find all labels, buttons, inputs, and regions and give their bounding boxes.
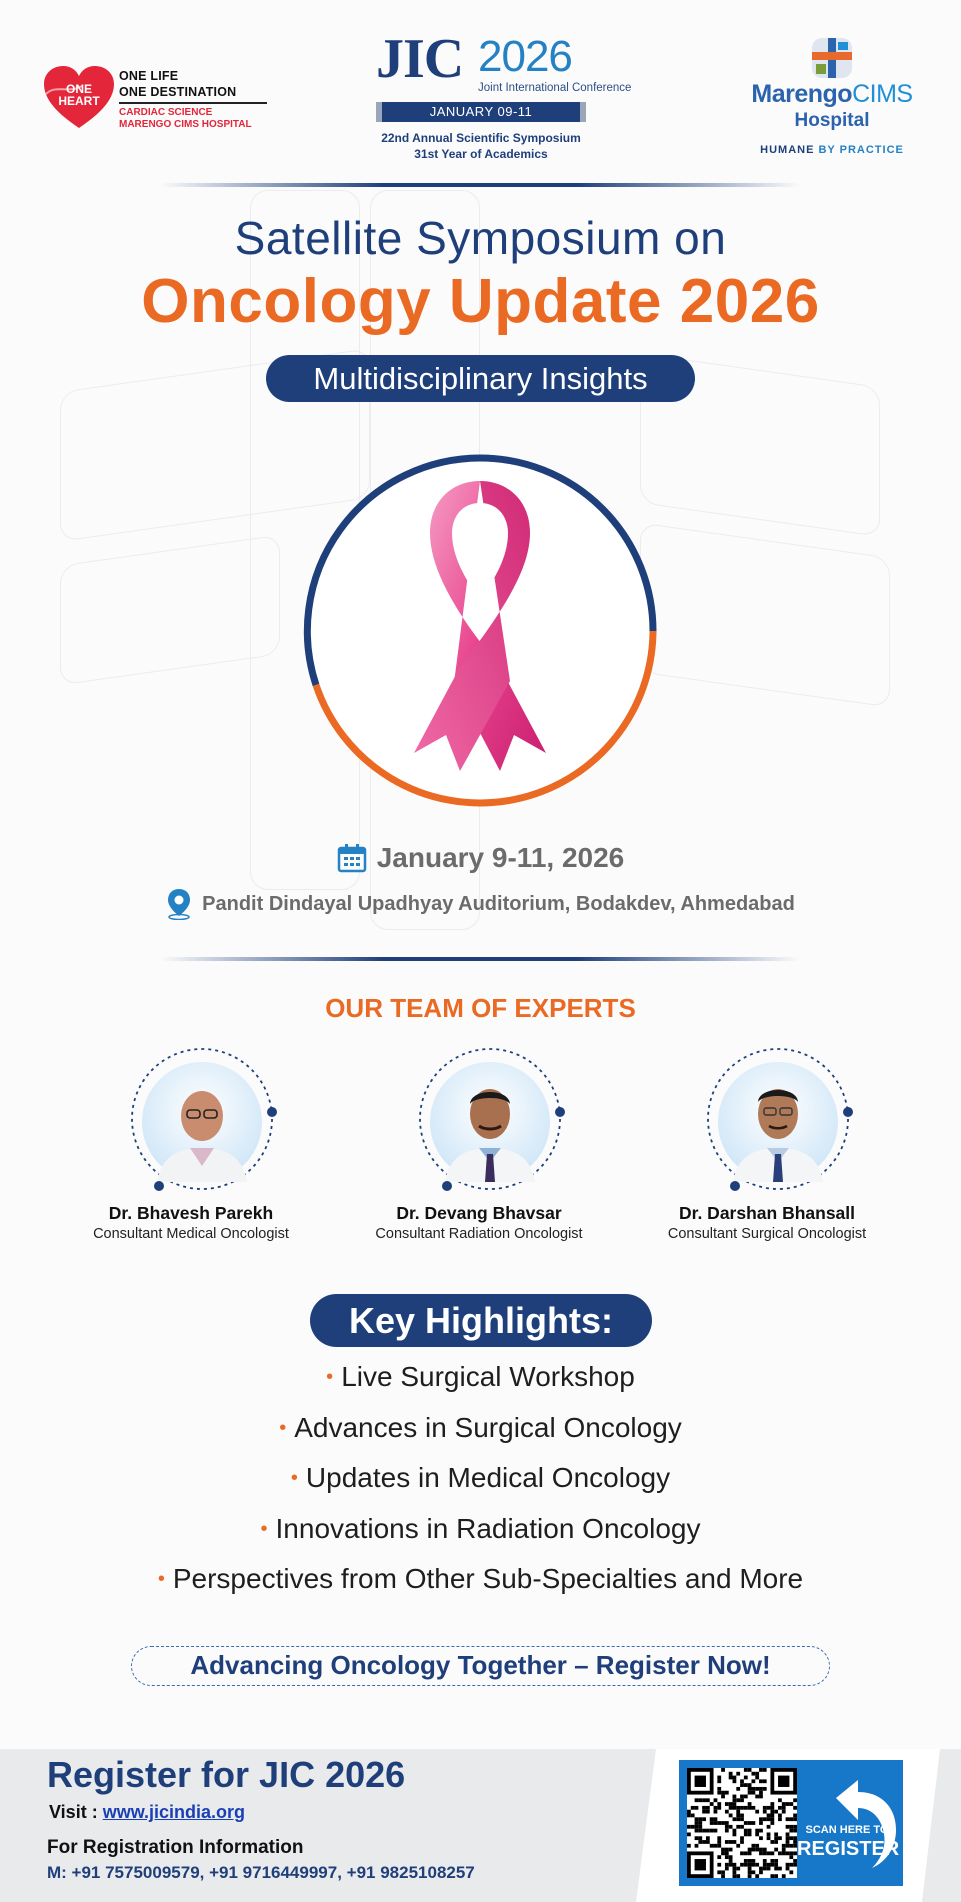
middle-divider — [160, 957, 800, 961]
marengo-cims-text: MARENGO CIMS HOSPITAL — [119, 119, 252, 130]
one-destination-text: ONE DESTINATION — [119, 85, 237, 99]
marengo-cims-logo — [737, 34, 927, 164]
expert-role: Consultant Radiation Oncologist — [375, 1226, 583, 1242]
marengo-cross-icon — [808, 34, 856, 82]
header — [0, 0, 961, 180]
top-divider — [160, 183, 800, 187]
key-highlights-heading: Key Highlights: — [310, 1294, 652, 1347]
bullet-icon: • — [326, 1366, 334, 1388]
jic-2026-logo — [372, 28, 632, 170]
jic-dates: JANUARY 09-11 — [376, 102, 586, 122]
event-date: January 9-11, 2026 — [376, 842, 625, 873]
badge-line2: HEART — [58, 94, 100, 108]
list-item: • Perspectives from Other Sub-Specialties and More — [157, 1563, 804, 1594]
hospital-text: Hospital — [794, 110, 870, 131]
expert-photo — [415, 1044, 565, 1194]
tagline-part1: HUMANE — [760, 144, 819, 156]
expert-name: Dr. Devang Bhavsar — [396, 1203, 562, 1223]
visit-line — [49, 1802, 245, 1823]
expert-card — [71, 1044, 311, 1244]
bullet-icon: • — [157, 1568, 165, 1590]
title-line1: Satellite Symposium on — [234, 212, 727, 264]
list-item: • Live Surgical Workshop — [326, 1361, 635, 1392]
qr-code-icon[interactable] — [687, 1768, 797, 1878]
expert-photo — [127, 1044, 277, 1194]
registration-info-label: For Registration Information — [47, 1837, 304, 1858]
title-line2: Oncology Update 2026 — [141, 267, 820, 336]
event-venue: Pandit Dindayal Upadhyay Auditorium, Bodakdev, Ahmedabad — [202, 892, 795, 915]
register-title: Register for JIC 2026 — [47, 1754, 406, 1795]
marengo-name-part1: Marengo — [751, 80, 853, 108]
jic-year: 2026 — [478, 32, 572, 81]
arrow-icon — [808, 1768, 900, 1878]
event-venue-row — [0, 888, 961, 922]
expert-name: Dr. Bhavesh Parekh — [108, 1203, 274, 1223]
badge-line1: ONE — [65, 82, 92, 96]
expert-role: Consultant Medical Oncologist — [93, 1226, 289, 1242]
expert-photo — [703, 1044, 853, 1194]
one-heart-logo — [42, 62, 272, 132]
list-item: • Innovations in Radiation Oncology — [260, 1512, 701, 1544]
one-life-text: ONE LIFE — [119, 69, 179, 83]
calendar-icon — [337, 843, 367, 873]
event-date-row — [0, 842, 961, 878]
cardiac-science-text: CARDIAC SCIENCE — [119, 107, 213, 118]
register-now-banner: Advancing Oncology Together – Register Now! — [131, 1646, 830, 1686]
phone-numbers: M: +91 7575009579, +91 9716449997, +91 9825108257 — [47, 1863, 475, 1882]
watermark-shape — [60, 535, 280, 686]
location-pin-icon — [166, 888, 192, 920]
watermark-shape — [640, 522, 890, 707]
subtitle-pill: Multidisciplinary Insights — [266, 355, 695, 402]
list-item: • Updates in Medical Oncology — [290, 1462, 671, 1493]
scan-text: SCAN HERE TO — [805, 1824, 889, 1836]
bullet-icon: • — [290, 1467, 298, 1489]
expert-role: Consultant Surgical Oncologist — [667, 1226, 867, 1242]
bullet-icon: • — [279, 1416, 287, 1439]
jic-brand: JIC — [376, 28, 464, 90]
register-text: REGISTER — [797, 1838, 900, 1860]
highlights-list — [0, 1355, 961, 1608]
list-item: • Advances in Surgical Oncology — [279, 1411, 682, 1443]
bullet-icon: • — [260, 1517, 268, 1540]
symposium-line2: 31st Year of Academics — [414, 147, 548, 161]
tagline-part2: BY PRACTICE — [818, 144, 904, 156]
symposium-line1: 22nd Annual Scientific Symposium — [381, 131, 581, 145]
pink-ribbon-icon — [302, 453, 658, 809]
divider-line — [119, 102, 267, 104]
website-link[interactable]: www.jicindia.org — [102, 1802, 246, 1822]
visit-label: Visit : — [49, 1802, 103, 1822]
marengo-name-part2: CIMS — [852, 80, 913, 108]
jic-subtitle: Joint International Conference — [478, 82, 632, 94]
expert-card — [647, 1044, 887, 1244]
qr-code-graphic — [687, 1768, 797, 1878]
experts-heading: OUR TEAM OF EXPERTS — [325, 993, 636, 1023]
expert-card — [359, 1044, 599, 1244]
expert-name: Dr. Darshan Bhansall — [678, 1203, 856, 1223]
